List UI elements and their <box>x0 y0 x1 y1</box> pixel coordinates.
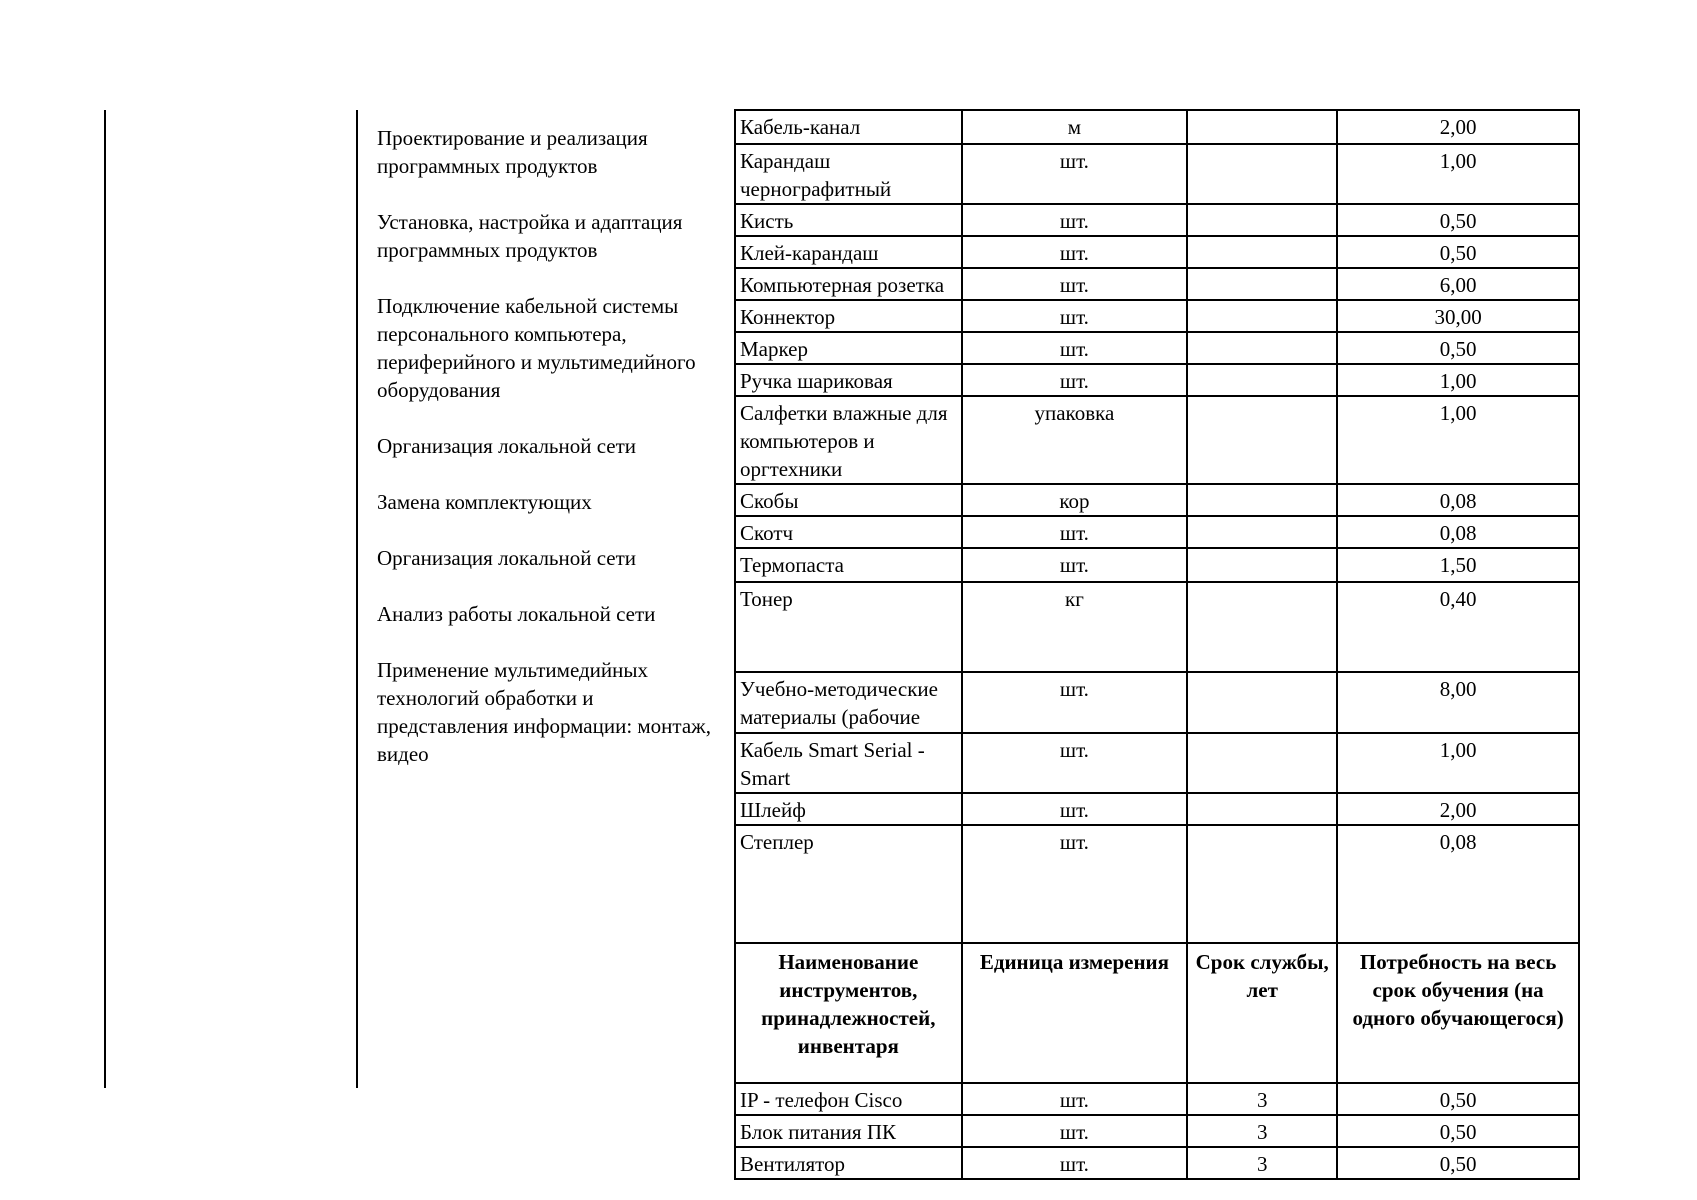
item-qty: 0,08 <box>1337 484 1579 516</box>
item-unit: шт. <box>962 144 1188 204</box>
item-qty: 8,00 <box>1337 672 1579 733</box>
item-qty: 1,00 <box>1337 144 1579 204</box>
table-row <box>735 484 1579 516</box>
tool-qty: 0,50 <box>1337 1147 1579 1179</box>
item-name: Карандаш чернографитный <box>735 144 962 204</box>
topic-item: Замена комплектующих <box>377 490 592 514</box>
item-qty: 0,08 <box>1337 825 1579 943</box>
item-life <box>1187 204 1337 236</box>
topics-list <box>377 124 722 796</box>
table-row <box>735 332 1579 364</box>
item-name: Ручка шариковая <box>735 364 962 396</box>
item-life <box>1187 516 1337 548</box>
item-name: Термопаста <box>735 548 962 582</box>
item-life <box>1187 300 1337 332</box>
tool-life: 3 <box>1187 1115 1337 1147</box>
item-qty: 0,50 <box>1337 332 1579 364</box>
item-qty: 1,00 <box>1337 396 1579 484</box>
item-life <box>1187 110 1337 144</box>
topic-item: Подключение кабельной системы персонального компьютера, периферийного и мультимедийного оборудования <box>377 294 696 402</box>
item-qty: 6,00 <box>1337 268 1579 300</box>
item-name: Кабель Smart Serial - Smart <box>735 733 962 793</box>
item-life <box>1187 396 1337 484</box>
item-unit: шт. <box>962 268 1188 300</box>
item-unit: шт. <box>962 516 1188 548</box>
item-life <box>1187 144 1337 204</box>
tool-name: IP - телефон Cisco <box>735 1083 962 1115</box>
topic-item: Организация локальной сети <box>377 546 637 570</box>
tool-unit: шт. <box>962 1115 1188 1147</box>
tool-qty: 0,50 <box>1337 1083 1579 1115</box>
materials-table <box>734 109 1580 1180</box>
item-qty: 2,00 <box>1337 793 1579 825</box>
left-border-line <box>104 110 106 1088</box>
item-qty: 30,00 <box>1337 300 1579 332</box>
table-row <box>735 204 1579 236</box>
item-name: Коннектор <box>735 300 962 332</box>
item-unit: шт. <box>962 364 1188 396</box>
table-row <box>735 1147 1579 1179</box>
header-unit: Единица измерения <box>962 943 1188 1083</box>
tool-name: Блок питания ПК <box>735 1115 962 1147</box>
table-row <box>735 733 1579 793</box>
item-name: Скобы <box>735 484 962 516</box>
item-unit: м <box>962 110 1188 144</box>
item-qty: 0,50 <box>1337 236 1579 268</box>
item-life <box>1187 548 1337 582</box>
item-life <box>1187 484 1337 516</box>
table-row <box>735 825 1579 943</box>
tools-header-row <box>735 943 1579 1083</box>
topic-item: Организация локальной сети <box>377 434 637 458</box>
topic-item: Проектирование и реализация программных продуктов <box>377 126 648 178</box>
item-name: Салфетки влажные для компьютеров и оргтехники <box>735 396 962 484</box>
item-life <box>1187 672 1337 733</box>
table-row <box>735 268 1579 300</box>
item-unit: шт. <box>962 204 1188 236</box>
table-row <box>735 1115 1579 1147</box>
item-unit: упаковка <box>962 396 1188 484</box>
item-unit: шт. <box>962 548 1188 582</box>
item-unit: кг <box>962 582 1188 672</box>
item-qty: 0,40 <box>1337 582 1579 672</box>
item-unit: кор <box>962 484 1188 516</box>
item-life <box>1187 364 1337 396</box>
table-row <box>735 1083 1579 1115</box>
item-life <box>1187 332 1337 364</box>
tool-qty: 0,50 <box>1337 1115 1579 1147</box>
item-name: Маркер <box>735 332 962 364</box>
table-row <box>735 300 1579 332</box>
item-name: Учебно-методические материалы (рабочие <box>735 672 962 733</box>
topic-item: Установка, настройка и адаптация программных продуктов <box>377 210 683 262</box>
item-name: Тонер <box>735 582 962 672</box>
item-life <box>1187 236 1337 268</box>
item-qty: 1,00 <box>1337 733 1579 793</box>
item-life <box>1187 268 1337 300</box>
item-qty: 1,00 <box>1337 364 1579 396</box>
item-name: Компьютерная розетка <box>735 268 962 300</box>
item-life <box>1187 733 1337 793</box>
item-qty: 2,00 <box>1337 110 1579 144</box>
table-row <box>735 793 1579 825</box>
topic-column-divider <box>356 110 358 1088</box>
item-unit: шт. <box>962 300 1188 332</box>
header-qty: Потребность на весь срок обучения (на одного обучающегося) <box>1337 943 1579 1083</box>
item-unit: шт. <box>962 825 1188 943</box>
item-name: Степлер <box>735 825 962 943</box>
item-name: Скотч <box>735 516 962 548</box>
item-unit: шт. <box>962 236 1188 268</box>
item-unit: шт. <box>962 733 1188 793</box>
item-unit: шт. <box>962 793 1188 825</box>
item-unit: шт. <box>962 332 1188 364</box>
item-life <box>1187 825 1337 943</box>
topic-item: Анализ работы локальной сети <box>377 602 656 626</box>
tool-unit: шт. <box>962 1147 1188 1179</box>
header-name: Наименование инструментов, принадлежностей, инвентаря <box>735 943 962 1083</box>
topic-item: Применение мультимедийных технологий обработки и представления информации: монтаж, видео <box>377 658 711 766</box>
item-qty: 0,08 <box>1337 516 1579 548</box>
table-row <box>735 672 1579 733</box>
tool-life: 3 <box>1187 1083 1337 1115</box>
tool-unit: шт. <box>962 1083 1188 1115</box>
item-qty: 0,50 <box>1337 204 1579 236</box>
item-life <box>1187 582 1337 672</box>
table-row <box>735 364 1579 396</box>
item-qty: 1,50 <box>1337 548 1579 582</box>
table-row <box>735 144 1579 204</box>
item-name: Шлейф <box>735 793 962 825</box>
table-row <box>735 110 1579 144</box>
header-life: Срок службы, лет <box>1187 943 1337 1083</box>
item-name: Кисть <box>735 204 962 236</box>
item-name: Клей-карандаш <box>735 236 962 268</box>
table-row <box>735 236 1579 268</box>
item-name: Кабель-канал <box>735 110 962 144</box>
tool-name: Вентилятор <box>735 1147 962 1179</box>
item-life <box>1187 793 1337 825</box>
table-row <box>735 396 1579 484</box>
item-unit: шт. <box>962 672 1188 733</box>
table-row <box>735 548 1579 582</box>
table-row <box>735 582 1579 672</box>
table-row <box>735 516 1579 548</box>
tool-life: 3 <box>1187 1147 1337 1179</box>
